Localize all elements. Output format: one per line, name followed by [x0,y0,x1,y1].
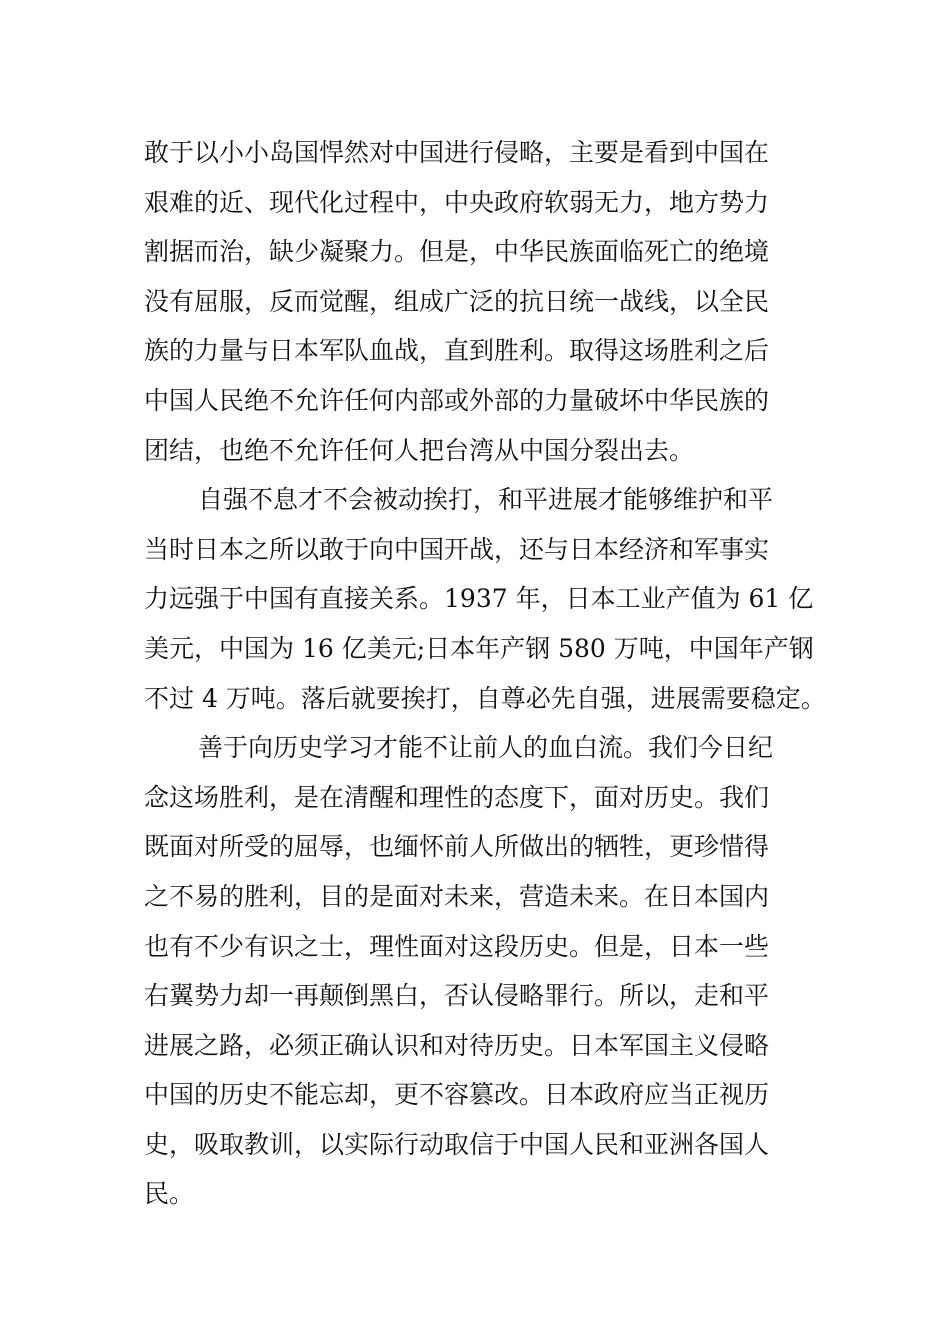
text-line: 敢于以小小岛国悍然对中国进行侵略，主要是看到中国在 [144,138,770,167]
text-line: 力远强于中国有直接关系。1937 年，日本工业产值为 61 亿 [144,584,814,614]
text-line: 团结，也绝不允许任何人把台湾从中国分裂出去。 [144,435,695,465]
text-line: 右翼势力却一再颠倒黑白，否认侵略罪行。所以，走和平 [144,981,770,1011]
text-line: 族的力量与日本军队血战，直到胜利。取得这场胜利之后 [144,336,770,366]
text-line: 进展之路，必须正确认识和对待历史。日本军国主义侵略 [144,1030,770,1060]
text-line: 念这场胜利，是在清醒和理性的态度下，面对历史。我们 [144,782,770,812]
text-line: 自强不息才不会被动挨打，和平进展才能够维护和平 [198,485,774,515]
text-line: 美元，中国为 16 亿美元;日本年产钢 580 万吨，中国年产钢 [144,633,814,663]
text-line: 也有不少有识之士，理性面对这段历史。但是，日本一些 [144,931,770,961]
text-line: 既面对所受的屈辱，也缅怀前人所做出的牺牲，更珍惜得 [144,832,770,862]
body-text [144,128,824,1219]
text-line: 善于向历史学习才能不让前人的血白流。我们今日纪 [198,733,774,763]
text-line: 不过 4 万吨。落后就要挨打，自尊必先自强，进展需要稳定。 [144,683,826,713]
text-line: 没有屈服，反而觉醒，组成广泛的抗日统一战线，以全民 [144,286,770,316]
text-line: 史，吸取教训，以实际行动取信于中国人民和亚洲各国人 [144,1129,770,1159]
text-line: 割据而治，缺少凝聚力。但是，中华民族面临死亡的绝境 [144,237,770,267]
text-line: 当时日本之所以敢于向中国开战，还与日本经济和军事实 [144,534,770,564]
text-line: 中国的历史不能忘却，更不容篡改。日本政府应当正视历 [144,1080,770,1110]
text-line: 中国人民绝不允许任何内部或外部的力量破坏中华民族的 [144,385,770,415]
text-line: 艰难的近、现代化过程中，中央政府软弱无力，地方势力 [144,187,770,217]
text-line: 民。 [144,1179,195,1209]
text-line: 之不易的胜利，目的是面对未来，营造未来。在日本国内 [144,881,770,911]
